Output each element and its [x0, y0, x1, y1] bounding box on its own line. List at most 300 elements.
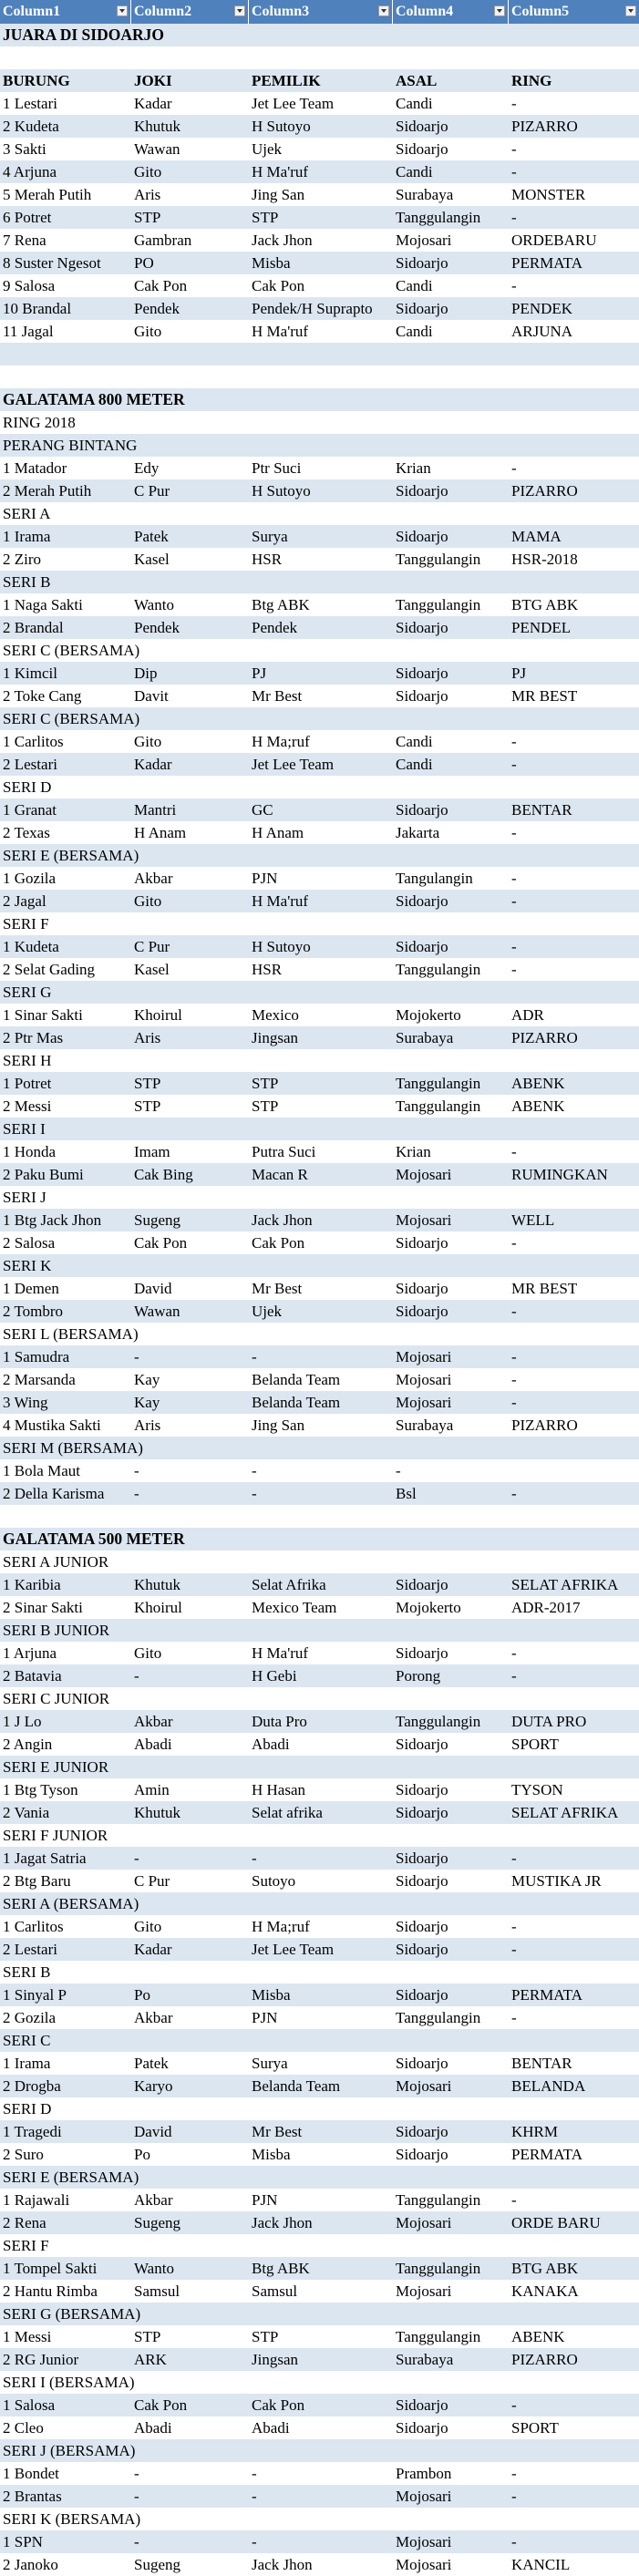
- cell-ring[interactable]: -: [511, 938, 517, 955]
- cell-burung[interactable]: 2 Brandal: [3, 619, 64, 636]
- cell-pemilik[interactable]: Belanda Team: [252, 1394, 341, 1411]
- cell-joki[interactable]: Gito: [134, 892, 162, 910]
- cell-ring[interactable]: -: [511, 733, 517, 750]
- cell-asal[interactable]: Krian: [396, 459, 431, 477]
- filter-dropdown-icon[interactable]: [117, 5, 128, 16]
- cell-asal[interactable]: Sidoarjo: [396, 2419, 448, 2437]
- cell-pemilik[interactable]: H Sutoyo: [252, 482, 311, 500]
- series-label[interactable]: SERI G: [3, 984, 52, 1001]
- cell-ring[interactable]: -: [511, 209, 517, 226]
- cell-burung[interactable]: 1 Gozila: [3, 870, 57, 887]
- cell-pemilik[interactable]: STP: [252, 1075, 279, 1092]
- cell-ring[interactable]: -: [511, 2465, 517, 2482]
- cell-asal[interactable]: Mojosari: [396, 2282, 452, 2300]
- cell-pemilik[interactable]: H Anam: [252, 824, 304, 841]
- cell-joki[interactable]: -: [134, 2488, 139, 2505]
- cell-asal[interactable]: Sidoarjo: [396, 1303, 448, 1320]
- cell-burung[interactable]: 4 Arjuna: [3, 163, 57, 180]
- cell-pemilik[interactable]: H Ma;ruf: [252, 1918, 310, 1935]
- cell-burung[interactable]: 2 Ptr Mas: [3, 1029, 64, 1046]
- cell-burung[interactable]: 1 Btg Tyson: [3, 1781, 78, 1798]
- cell-pemilik[interactable]: H Sutoyo: [252, 118, 311, 135]
- cell-pemilik[interactable]: Cak Pon: [252, 1234, 305, 1252]
- cell-burung[interactable]: 1 Salosa: [3, 2396, 56, 2414]
- series-label[interactable]: SERI D: [3, 2100, 52, 2117]
- cell-ring[interactable]: WELL: [511, 1211, 555, 1229]
- cell-pemilik[interactable]: H Ma;ruf: [252, 733, 310, 750]
- cell-joki[interactable]: Gito: [134, 163, 162, 180]
- cell-asal[interactable]: Sidoarjo: [396, 140, 448, 158]
- cell-joki[interactable]: Akbar: [134, 2191, 173, 2209]
- cell-burung[interactable]: 2 Lestari: [3, 756, 57, 773]
- cell-pemilik[interactable]: H Ma'ruf: [252, 163, 309, 180]
- cell-ring[interactable]: PJ: [511, 665, 527, 682]
- cell-ring[interactable]: BENTAR: [511, 801, 572, 819]
- cell-burung[interactable]: BURUNG: [3, 72, 70, 89]
- cell-asal[interactable]: Surabaya: [396, 1029, 454, 1046]
- empty-cell[interactable]: [0, 46, 639, 69]
- cell-joki[interactable]: -: [134, 2533, 139, 2550]
- cell-burung[interactable]: 2 Kudeta: [3, 118, 59, 135]
- cell-asal[interactable]: Sidoarjo: [396, 1850, 448, 1867]
- cell-asal[interactable]: Mojosari: [396, 2556, 452, 2573]
- cell-ring[interactable]: KANCIL: [511, 2556, 571, 2573]
- cell-pemilik[interactable]: GC: [252, 801, 273, 819]
- cell-asal[interactable]: Tanggulangin: [396, 1097, 481, 1115]
- cell-pemilik[interactable]: Cak Pon: [252, 2396, 305, 2414]
- cell-burung[interactable]: 2 Merah Putih: [3, 482, 92, 500]
- cell-pemilik[interactable]: H Ma'ruf: [252, 323, 309, 340]
- cell-pemilik[interactable]: Pendek: [252, 619, 298, 636]
- cell-asal[interactable]: Mojokerto: [396, 1599, 461, 1616]
- cell-asal[interactable]: Mojosari: [396, 232, 452, 249]
- cell-burung[interactable]: 2 Lestari: [3, 1941, 57, 1958]
- cell-burung[interactable]: 4 Mustika Sakti: [3, 1417, 101, 1434]
- cell-asal[interactable]: -: [396, 1462, 401, 1479]
- cell-joki[interactable]: Wawan: [134, 140, 180, 158]
- cell-ring[interactable]: BTG ABK: [511, 2260, 579, 2277]
- cell-joki[interactable]: Abadi: [134, 1736, 172, 1753]
- cell-ring[interactable]: DUTA PRO: [511, 1713, 587, 1730]
- cell-pemilik[interactable]: Samsul: [252, 2282, 298, 2300]
- cell-joki[interactable]: Khutuk: [134, 118, 180, 135]
- cell-joki[interactable]: -: [134, 1348, 139, 1365]
- cell-asal[interactable]: Mojosari: [396, 2533, 452, 2550]
- cell-ring[interactable]: KANAKA: [511, 2282, 579, 2300]
- cell-burung[interactable]: 1 Rajawali: [3, 2191, 70, 2209]
- series-label[interactable]: SERI D: [3, 778, 52, 796]
- cell-asal[interactable]: Candi: [396, 277, 433, 294]
- cell-burung[interactable]: 1 Lestari: [3, 95, 57, 112]
- cell-burung[interactable]: 1 J Lo: [3, 1713, 42, 1730]
- cell-ring[interactable]: ABENK: [511, 1075, 565, 1092]
- cell-ring[interactable]: SPORT: [511, 1736, 559, 1753]
- cell-ring[interactable]: SELAT AFRIKA: [511, 1576, 619, 1593]
- cell-pemilik[interactable]: -: [252, 2533, 257, 2550]
- cell-asal[interactable]: Tanggulangin: [396, 2328, 481, 2345]
- cell-ring[interactable]: -: [511, 2533, 517, 2550]
- cell-pemilik[interactable]: HSR: [252, 551, 283, 568]
- cell-asal[interactable]: Sidoarjo: [396, 619, 448, 636]
- cell-burung[interactable]: 2 Vania: [3, 1804, 50, 1821]
- cell-ring[interactable]: -: [511, 1303, 517, 1320]
- cell-asal[interactable]: Sidoarjo: [396, 1781, 448, 1798]
- cell-joki[interactable]: Sugeng: [134, 2214, 180, 2231]
- section-title[interactable]: JUARA DI SIDOARJO: [3, 26, 164, 44]
- column-header-5[interactable]: [509, 0, 639, 24]
- cell-ring[interactable]: BTG ABK: [511, 596, 579, 613]
- cell-ring[interactable]: -: [511, 2396, 517, 2414]
- cell-burung[interactable]: 8 Suster Ngesot: [3, 254, 101, 272]
- cell-ring[interactable]: PENDEL: [511, 619, 572, 636]
- cell-asal[interactable]: Mojosari: [396, 1211, 452, 1229]
- cell-joki[interactable]: Pendek: [134, 300, 180, 317]
- cell-asal[interactable]: Tanggulangin: [396, 2260, 481, 2277]
- cell-burung[interactable]: 1 Bondet: [3, 2465, 59, 2482]
- cell-pemilik[interactable]: Selat Afrika: [252, 1576, 326, 1593]
- cell-burung[interactable]: 1 Tragedi: [3, 2123, 62, 2140]
- cell-pemilik[interactable]: Duta Pro: [252, 1713, 307, 1730]
- cell-burung[interactable]: 2 RG Junior: [3, 2351, 79, 2368]
- series-label[interactable]: SERI E JUNIOR: [3, 1758, 109, 1776]
- cell-asal[interactable]: Sidoarjo: [396, 300, 448, 317]
- cell-asal[interactable]: Sidoarjo: [396, 2146, 448, 2163]
- cell-pemilik[interactable]: Mexico Team: [252, 1599, 337, 1616]
- cell-asal[interactable]: Surabaya: [396, 186, 454, 203]
- cell-burung[interactable]: 2 Texas: [3, 824, 50, 841]
- cell-asal[interactable]: Mojokerto: [396, 1006, 461, 1024]
- cell-joki[interactable]: Wanto: [134, 2260, 174, 2277]
- cell-joki[interactable]: Sugeng: [134, 1211, 180, 1229]
- cell-joki[interactable]: Imam: [134, 1143, 170, 1160]
- cell-burung[interactable]: 1 Irama: [3, 528, 51, 545]
- cell-ring[interactable]: -: [511, 2009, 517, 2026]
- cell-pemilik[interactable]: H Ma'ruf: [252, 1644, 309, 1662]
- cell-asal[interactable]: Sidoarjo: [396, 254, 448, 272]
- cell-asal[interactable]: Mojosari: [396, 1348, 452, 1365]
- cell-joki[interactable]: Gito: [134, 323, 162, 340]
- cell-pemilik[interactable]: Mr Best: [252, 1280, 303, 1297]
- cell-joki[interactable]: Mantri: [134, 801, 177, 819]
- cell-burung[interactable]: 2 Paku Bumi: [3, 1166, 84, 1183]
- cell-joki[interactable]: Dip: [134, 665, 158, 682]
- cell-asal[interactable]: Sidoarjo: [396, 1804, 448, 1821]
- cell-joki[interactable]: Gito: [134, 1918, 162, 1935]
- cell-pemilik[interactable]: Jack Jhon: [252, 232, 313, 249]
- series-label[interactable]: SERI K: [3, 1257, 52, 1274]
- cell-burung[interactable]: 2 Rena: [3, 2214, 46, 2231]
- cell-asal[interactable]: Sidoarjo: [396, 1576, 448, 1593]
- cell-joki[interactable]: Khutuk: [134, 1804, 180, 1821]
- cell-burung[interactable]: 1 Bola Maut: [3, 1462, 80, 1479]
- cell-pemilik[interactable]: -: [252, 2465, 257, 2482]
- cell-joki[interactable]: PO: [134, 254, 154, 272]
- cell-joki[interactable]: Kasel: [134, 551, 170, 568]
- cell-pemilik[interactable]: PJ: [252, 665, 267, 682]
- series-label[interactable]: PERANG BINTANG: [3, 437, 138, 454]
- series-label[interactable]: SERI F JUNIOR: [3, 1827, 108, 1844]
- cell-pemilik[interactable]: Btg ABK: [252, 2260, 310, 2277]
- cell-burung[interactable]: 1 Potret: [3, 1075, 52, 1092]
- cell-burung[interactable]: 2 Gozila: [3, 2009, 57, 2026]
- cell-burung[interactable]: 11 Jagal: [3, 323, 54, 340]
- cell-joki[interactable]: Kay: [134, 1371, 160, 1388]
- series-label[interactable]: SERI F: [3, 915, 49, 933]
- cell-ring[interactable]: -: [511, 1234, 517, 1252]
- cell-asal[interactable]: Mojosari: [396, 2214, 452, 2231]
- cell-pemilik[interactable]: H Hasan: [252, 1781, 306, 1798]
- cell-asal[interactable]: Sidoarjo: [396, 687, 448, 705]
- cell-pemilik[interactable]: Abadi: [252, 2419, 290, 2437]
- cell-joki[interactable]: David: [134, 2123, 172, 2140]
- cell-burung[interactable]: 2 Tombro: [3, 1303, 64, 1320]
- cell-asal[interactable]: Candi: [396, 323, 433, 340]
- cell-asal[interactable]: Sidoarjo: [396, 2055, 448, 2072]
- cell-burung[interactable]: 1 Samudra: [3, 1348, 70, 1365]
- cell-ring[interactable]: TYSON: [511, 1781, 563, 1798]
- cell-asal[interactable]: Mojosari: [396, 2488, 452, 2505]
- cell-asal[interactable]: Sidoarjo: [396, 1986, 448, 2004]
- cell-ring[interactable]: RUMINGKAN: [511, 1166, 608, 1183]
- cell-joki[interactable]: Wanto: [134, 596, 174, 613]
- cell-joki[interactable]: Gito: [134, 1644, 162, 1662]
- cell-joki[interactable]: STP: [134, 209, 161, 226]
- section-title[interactable]: GALATAMA 500 METER: [3, 1530, 185, 1548]
- cell-asal[interactable]: Mojosari: [396, 1371, 452, 1388]
- cell-joki[interactable]: Khutuk: [134, 1576, 180, 1593]
- cell-ring[interactable]: PENDEK: [511, 300, 573, 317]
- cell-joki[interactable]: C Pur: [134, 482, 170, 500]
- series-label[interactable]: SERI B: [3, 573, 51, 591]
- cell-ring[interactable]: ORDE BARU: [511, 2214, 601, 2231]
- series-label[interactable]: SERI B: [3, 1963, 51, 1981]
- cell-ring[interactable]: KHRM: [511, 2123, 559, 2140]
- cell-ring[interactable]: -: [511, 1371, 517, 1388]
- empty-cell[interactable]: [0, 343, 639, 366]
- cell-joki[interactable]: Akbar: [134, 2009, 173, 2026]
- cell-joki[interactable]: Cak Pon: [134, 1234, 188, 1252]
- cell-ring[interactable]: PIZARRO: [511, 118, 578, 135]
- cell-joki[interactable]: Karyo: [134, 2077, 173, 2095]
- cell-pemilik[interactable]: -: [252, 2488, 257, 2505]
- cell-pemilik[interactable]: Misba: [252, 2146, 291, 2163]
- cell-ring[interactable]: -: [511, 961, 517, 978]
- cell-pemilik[interactable]: Cak Pon: [252, 277, 305, 294]
- cell-burung[interactable]: 2 Selat Gading: [3, 961, 96, 978]
- cell-ring[interactable]: -: [511, 1394, 517, 1411]
- cell-burung[interactable]: 7 Rena: [3, 232, 46, 249]
- cell-joki[interactable]: David: [134, 1280, 172, 1297]
- cell-ring[interactable]: ADR: [511, 1006, 544, 1024]
- cell-burung[interactable]: 1 Arjuna: [3, 1644, 57, 1662]
- cell-pemilik[interactable]: STP: [252, 2328, 279, 2345]
- cell-ring[interactable]: HSR-2018: [511, 551, 578, 568]
- series-label[interactable]: SERI G (BERSAMA): [3, 2305, 141, 2323]
- cell-pemilik[interactable]: -: [252, 1485, 257, 1502]
- cell-pemilik[interactable]: Mr Best: [252, 687, 303, 705]
- cell-ring[interactable]: [509, 1459, 639, 1482]
- cell-joki[interactable]: Khoirul: [134, 1006, 182, 1024]
- cell-asal[interactable]: Candi: [396, 756, 433, 773]
- cell-ring[interactable]: -: [511, 140, 517, 158]
- cell-joki[interactable]: -: [134, 1850, 139, 1867]
- cell-pemilik[interactable]: PEMILIK: [252, 72, 321, 89]
- cell-joki[interactable]: Kadar: [134, 1941, 172, 1958]
- cell-pemilik[interactable]: Macan R: [252, 1166, 308, 1183]
- series-label[interactable]: SERI B JUNIOR: [3, 1622, 110, 1639]
- series-label[interactable]: SERI I (BERSAMA): [3, 2374, 135, 2391]
- cell-pemilik[interactable]: PJN: [252, 2191, 278, 2209]
- cell-pemilik[interactable]: Misba: [252, 1986, 291, 2004]
- cell-joki[interactable]: Patek: [134, 2055, 169, 2072]
- cell-burung[interactable]: 1 Granat: [3, 801, 57, 819]
- cell-ring[interactable]: MAMA: [511, 528, 562, 545]
- cell-burung[interactable]: 1 Naga Sakti: [3, 596, 83, 613]
- series-label[interactable]: SERI M (BERSAMA): [3, 1439, 143, 1457]
- cell-pemilik[interactable]: PJN: [252, 870, 278, 887]
- cell-joki[interactable]: Aris: [134, 186, 161, 203]
- section-title[interactable]: GALATAMA 800 METER: [3, 390, 185, 408]
- cell-joki[interactable]: STP: [134, 2328, 161, 2345]
- cell-burung[interactable]: 5 Merah Putih: [3, 186, 92, 203]
- cell-pemilik[interactable]: Putra Suci: [252, 1143, 316, 1160]
- cell-ring[interactable]: -: [511, 277, 517, 294]
- cell-joki[interactable]: Kasel: [134, 961, 170, 978]
- cell-asal[interactable]: Sidoarjo: [396, 1644, 448, 1662]
- cell-burung[interactable]: 1 Matador: [3, 459, 67, 477]
- cell-ring[interactable]: -: [511, 756, 517, 773]
- cell-burung[interactable]: 1 Carlitos: [3, 1918, 64, 1935]
- series-label[interactable]: SERI H: [3, 1052, 52, 1069]
- cell-burung[interactable]: 3 Sakti: [3, 140, 46, 158]
- cell-ring[interactable]: -: [511, 1941, 517, 1958]
- cell-burung[interactable]: 1 Irama: [3, 2055, 51, 2072]
- cell-burung[interactable]: 2 Messi: [3, 1097, 52, 1115]
- cell-joki[interactable]: JOKI: [134, 72, 172, 89]
- cell-asal[interactable]: Sidoarjo: [396, 892, 448, 910]
- cell-pemilik[interactable]: Pendek/H Suprapto: [252, 300, 373, 317]
- cell-burung[interactable]: 2 Marsanda: [3, 1371, 76, 1388]
- cell-joki[interactable]: Abadi: [134, 2419, 172, 2437]
- series-label[interactable]: SERI L (BERSAMA): [3, 1325, 139, 1343]
- cell-pemilik[interactable]: HSR: [252, 961, 283, 978]
- cell-burung[interactable]: 1 Tompel Sakti: [3, 2260, 98, 2277]
- cell-ring[interactable]: -: [511, 2191, 517, 2209]
- cell-asal[interactable]: Sidoarjo: [396, 665, 448, 682]
- cell-burung[interactable]: 1 Kimcil: [3, 665, 57, 682]
- cell-asal[interactable]: Tanggulangin: [396, 961, 481, 978]
- cell-pemilik[interactable]: Sutoyo: [252, 1872, 296, 1890]
- cell-burung[interactable]: 2 Btg Baru: [3, 1872, 71, 1890]
- cell-pemilik[interactable]: Mexico: [252, 1006, 299, 1024]
- cell-asal[interactable]: Tanggulangin: [396, 2191, 481, 2209]
- cell-ring[interactable]: ABENK: [511, 1097, 565, 1115]
- cell-joki[interactable]: Cak Bing: [134, 1166, 193, 1183]
- cell-pemilik[interactable]: Ujek: [252, 140, 283, 158]
- cell-asal[interactable]: Sidoarjo: [396, 2396, 448, 2414]
- column-header-4[interactable]: [393, 0, 509, 24]
- cell-ring[interactable]: -: [511, 892, 517, 910]
- cell-asal[interactable]: Sidoarjo: [396, 482, 448, 500]
- cell-pemilik[interactable]: PJN: [252, 2009, 278, 2026]
- series-label[interactable]: RING 2018: [3, 414, 76, 431]
- cell-asal[interactable]: Mojosari: [396, 2077, 452, 2095]
- cell-pemilik[interactable]: H Sutoyo: [252, 938, 311, 955]
- cell-ring[interactable]: RING: [511, 72, 552, 89]
- cell-burung[interactable]: 1 Jagat Satria: [3, 1850, 87, 1867]
- filter-dropdown-icon[interactable]: [625, 5, 636, 16]
- cell-pemilik[interactable]: Jing San: [252, 186, 305, 203]
- cell-joki[interactable]: Akbar: [134, 1713, 173, 1730]
- cell-joki[interactable]: -: [134, 1667, 139, 1685]
- cell-ring[interactable]: PIZARRO: [511, 1029, 578, 1046]
- cell-ring[interactable]: PERMATA: [511, 1986, 582, 2004]
- cell-asal[interactable]: Sidoarjo: [396, 1736, 448, 1753]
- cell-burung[interactable]: 1 Sinar Sakti: [3, 1006, 83, 1024]
- cell-joki[interactable]: Pendek: [134, 619, 180, 636]
- cell-burung[interactable]: 2 Ziro: [3, 551, 42, 568]
- cell-ring[interactable]: -: [511, 459, 517, 477]
- empty-cell[interactable]: [0, 1505, 639, 1528]
- cell-ring[interactable]: SPORT: [511, 2419, 559, 2437]
- cell-asal[interactable]: Surabaya: [396, 1417, 454, 1434]
- column-header-3[interactable]: [249, 0, 393, 24]
- cell-joki[interactable]: Davit: [134, 687, 169, 705]
- cell-asal[interactable]: Jakarta: [396, 824, 440, 841]
- series-label[interactable]: SERI A JUNIOR: [3, 1553, 109, 1571]
- cell-pemilik[interactable]: STP: [252, 1097, 279, 1115]
- cell-asal[interactable]: Porong: [396, 1667, 441, 1685]
- cell-pemilik[interactable]: Surya: [252, 2055, 288, 2072]
- cell-joki[interactable]: Aris: [134, 1029, 161, 1046]
- series-label[interactable]: SERI J (BERSAMA): [3, 2442, 136, 2459]
- cell-pemilik[interactable]: Misba: [252, 254, 291, 272]
- cell-joki[interactable]: Kadar: [134, 95, 172, 112]
- series-label[interactable]: SERI F: [3, 2237, 49, 2254]
- cell-burung[interactable]: 1 Messi: [3, 2328, 52, 2345]
- cell-joki[interactable]: H Anam: [134, 824, 187, 841]
- cell-pemilik[interactable]: -: [252, 1850, 257, 1867]
- cell-pemilik[interactable]: Jack Jhon: [252, 2214, 313, 2231]
- series-label[interactable]: SERI A: [3, 505, 51, 522]
- cell-ring[interactable]: SELAT AFRIKA: [511, 1804, 619, 1821]
- cell-joki[interactable]: C Pur: [134, 938, 170, 955]
- cell-pemilik[interactable]: Jingsan: [252, 2351, 298, 2368]
- cell-asal[interactable]: Tanggulangin: [396, 551, 481, 568]
- cell-burung[interactable]: 1 Honda: [3, 1143, 57, 1160]
- cell-asal[interactable]: Prambon: [396, 2465, 452, 2482]
- cell-ring[interactable]: -: [511, 1644, 517, 1662]
- cell-ring[interactable]: PIZARRO: [511, 2351, 578, 2368]
- cell-burung[interactable]: 1 Karibia: [3, 1576, 61, 1593]
- cell-ring[interactable]: PIZARRO: [511, 1417, 578, 1434]
- cell-joki[interactable]: -: [134, 1462, 139, 1479]
- cell-asal[interactable]: Sidoarjo: [396, 938, 448, 955]
- cell-joki[interactable]: STP: [134, 1097, 161, 1115]
- series-label[interactable]: SERI K (BERSAMA): [3, 2510, 141, 2528]
- cell-pemilik[interactable]: Selat afrika: [252, 1804, 323, 1821]
- cell-asal[interactable]: Sidoarjo: [396, 1280, 448, 1297]
- cell-ring[interactable]: -: [511, 1667, 517, 1685]
- cell-asal[interactable]: Sidoarjo: [396, 1941, 448, 1958]
- cell-burung[interactable]: 1 Carlitos: [3, 733, 64, 750]
- cell-asal[interactable]: Candi: [396, 163, 433, 180]
- cell-ring[interactable]: BENTAR: [511, 2055, 572, 2072]
- series-label[interactable]: SERI E (BERSAMA): [3, 2169, 139, 2186]
- cell-ring[interactable]: -: [511, 1348, 517, 1365]
- cell-joki[interactable]: Wawan: [134, 1303, 180, 1320]
- empty-cell[interactable]: [0, 366, 639, 388]
